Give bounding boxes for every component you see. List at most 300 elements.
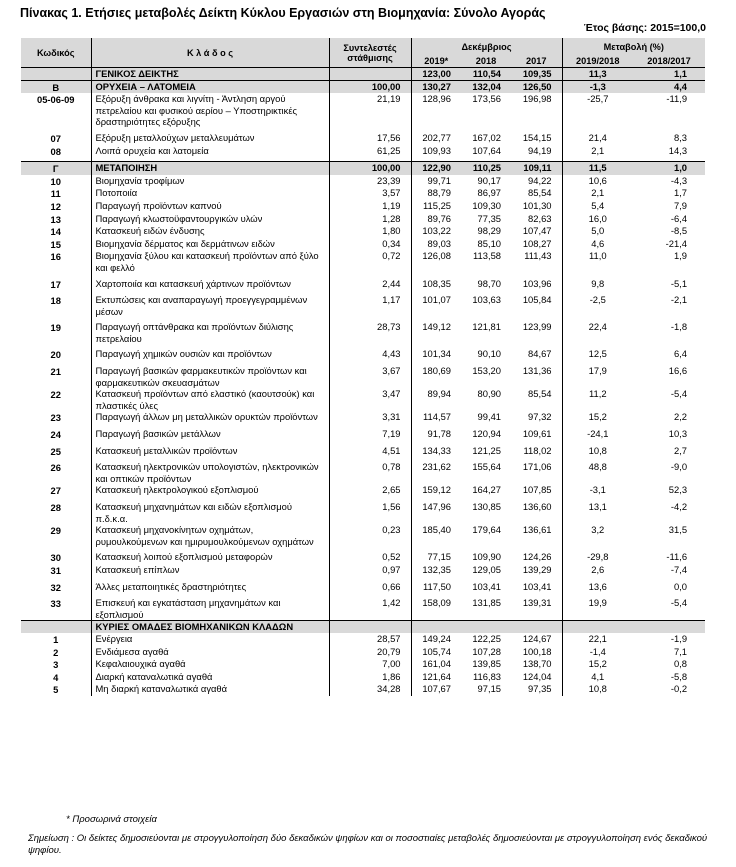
table-row [21,461,705,484]
row-value-2019: 89,76 [411,213,461,226]
row-value-2019: 89,03 [411,238,461,251]
row-change-2019-2018: 5,0 [562,225,633,238]
row-value-2019: 77,15 [411,551,461,564]
row-weight: 4,51 [329,445,411,458]
header-2017: 2017 [511,55,562,68]
row-sector: Διαρκή καταναλωτικά αγαθά [91,671,329,684]
row-change-2019-2018: 11,2 [562,388,633,411]
row-value-2017: 171,06 [522,461,552,473]
row-change-2019-2018: 5,4 [562,200,633,213]
row-sector: Κατασκευή ειδών ένδυσης [91,225,329,238]
row-value-2019: 185,40 [411,524,461,547]
row-code: 31 [50,564,61,576]
row-value-2017: 108,27 [522,237,552,249]
row-weight: 17,56 [329,132,411,145]
row-code: 10 [50,175,61,187]
row-weight: 3,31 [329,411,411,424]
row-value-2018: 113,58 [473,250,501,262]
row-sector: Κατασκευή προϊόντων από ελαστικό (καουτσούκ) και πλαστικές ύλες [91,388,329,411]
row-weight: 3,47 [329,388,411,411]
row-code: 08 [50,145,61,157]
row-change-2019-2018: 19,9 [562,597,633,621]
row-code: 19 [50,322,61,334]
row-weight: 0,72 [329,250,411,273]
row-value-2018: 116,83 [473,670,501,682]
table-row [21,597,705,621]
row-sector: Βιομηχανία τροφίμων [91,175,329,188]
table-row [21,411,705,424]
row-code: 2 [53,646,59,658]
row-code: 25 [50,445,61,457]
row-value-2017: 109,11 [511,162,562,175]
row-sector: Κατασκευή ηλεκτρολογικού εξοπλισμού [91,484,329,497]
table-row [21,658,705,671]
header-2018: 2018 [461,55,511,68]
row-code: 27 [50,485,61,497]
row-value-2019: 101,07 [411,294,461,317]
row-weight: 0,34 [329,238,411,251]
row-change-2019-2018: 4,6 [562,238,633,251]
row-sector: Εξόρυξη μεταλλούχων μεταλλευμάτων [91,132,329,145]
row-value-2017: 100,18 [522,645,552,657]
header-change-2018-2017: 2018/2017 [633,55,705,68]
row-value-2017: 107,47 [522,225,552,237]
header-code: Κωδικός [21,38,91,68]
row-change-2019-2018: 13,1 [562,501,633,524]
table-row [21,321,705,344]
row-value-2017: 111,43 [524,250,552,262]
row-value-2019: 159,12 [411,484,461,497]
row-change-2018-2017: 1,7 [673,187,688,199]
row-value-2017: 154,15 [522,131,552,143]
row-code: 24 [50,429,61,441]
row-sector: Παραγωγή βασικών μετάλλων [91,428,329,441]
row-value-2018: 80,90 [477,388,501,400]
row-weight: 20,79 [329,646,411,659]
row-change-2019-2018: -1,3 [562,80,633,93]
row-change-2018-2017: 0,0 [673,580,688,592]
row-value-2018: 131,85 [472,597,501,609]
table-row [21,93,705,128]
row-sector: Κεφαλαιουχικά αγαθά [91,658,329,671]
row-value-2017: 136,60 [522,501,552,512]
row-value-2017: 103,96 [522,277,552,289]
row-sector: ΟΡΥΧΕΙΑ – ΛΑΤΟΜΕΙΑ [91,80,329,93]
row-value-2019: 108,35 [411,278,461,291]
row-weight: 0,97 [329,564,411,577]
row-code: 15 [50,238,61,250]
row-sector: Ενέργεια [91,633,329,646]
row-sector: Εκτυπώσεις και αναπαραγωγή προεγγεγραμμένων μέσων [91,294,329,317]
table-row [21,348,705,361]
row-sector: Ποτοποιία [91,187,329,200]
table-row [21,238,705,251]
row-value-2019: 103,22 [411,225,461,238]
row-value-2017: 126,50 [511,80,562,93]
row-value-2018: 129,05 [472,563,501,575]
row-change-2018-2017: -1,9 [670,632,688,644]
row-value-2017: 97,35 [528,683,552,695]
row-sector: Παραγωγή βασικών φαρμακευτικών προϊόντων και φαρμακευτικών σκευασμάτων [91,365,329,388]
row-value-2019: 231,62 [411,461,461,484]
row-change-2018-2017: 14,3 [668,144,688,156]
row-change-2018-2017: 52,3 [668,484,688,496]
row-value-2017: 94,22 [528,174,552,186]
row-change-2018-2017: 8,3 [673,131,688,143]
row-weight: 100,00 [329,162,411,175]
row-change-2019-2018: 11,0 [562,250,633,273]
row-change-2018-2017: 7,1 [673,645,688,657]
row-value-2019: 99,71 [411,175,461,188]
row-change-2019-2018: 2,1 [562,145,633,158]
table-row [21,501,705,524]
table-row [21,225,705,238]
row-value-2017: 124,26 [522,551,552,563]
row-value-2019: 180,69 [411,365,461,388]
row-change-2018-2017: 0,8 [673,658,688,670]
row-change-2019-2018: -3,1 [562,484,633,497]
row-change-2019-2018: 13,6 [562,581,633,594]
row-sector: Βιομηχανία δέρματος και δερμάτινων ειδών [91,238,329,251]
row-change-2018-2017: -11,6 [666,551,688,563]
row-code: 33 [50,598,61,610]
table-row [21,633,705,646]
row-weight: 7,19 [329,428,411,441]
row-value-2017: 136,61 [522,524,552,536]
row-value-2019: 149,24 [411,633,461,646]
row-value-2019: 115,25 [411,200,461,213]
header-weight: Συντελεστές στάθμισης [329,38,411,68]
table-row [21,484,705,497]
row-value-2018: 103,63 [472,294,501,306]
row-weight: 100,00 [329,80,411,93]
row-code: 22 [50,389,61,401]
row-code: 5 [53,684,59,696]
row-value-2017: 101,30 [522,199,552,211]
row-value-2019: 91,78 [411,428,461,441]
row-code: 20 [50,349,61,361]
table-title: Πίνακας 1. Ετήσιες μεταβολές Δείκτη Κύκλου Εργασιών στη Βιομηχανία: Σύνολο Αγοράς [20,6,546,20]
row-code: 23 [50,412,61,424]
row-code: 12 [50,200,61,212]
row-value-2019: 88,79 [411,187,461,200]
table-row [21,278,705,291]
row-value-2018: 77,35 [477,212,501,224]
row-value-2018: 98,70 [477,277,501,289]
row-sector: Παραγωγή κλωστοϋφαντουργικών υλών [91,213,329,226]
row-value-2017: 85,54 [528,388,552,400]
row-value-2018: 98,29 [477,225,501,237]
row-sector: Κατασκευή επίπλων [91,564,329,577]
row-change-2018-2017: -8,5 [670,225,688,237]
row-change-2019-2018: 4,1 [562,671,633,684]
row-change-2019-2018: 10,8 [562,683,633,696]
row-value-2017: 118,02 [523,444,552,456]
row-change-2019-2018: -24,1 [562,428,633,441]
row-sector: Λοιπά ορυχεία και λατομεία [91,145,329,158]
row-weight: 1,86 [329,671,411,684]
row-code: 14 [50,226,61,238]
table-row [21,162,705,175]
row-value-2019: 134,33 [411,445,461,458]
row-sector: Κατασκευή μεταλλικών προϊόντων [91,445,329,458]
table-row [21,213,705,226]
row-weight: 1,42 [329,597,411,621]
row-value-2017: 105,84 [522,294,552,306]
row-change-2019-2018: 12,5 [562,348,633,361]
general-index-2017: 109,35 [511,68,562,81]
row-sector: Παραγωγή προϊόντων καπνού [91,200,329,213]
row-change-2018-2017: -4,3 [670,174,688,186]
row-value-2018: 121,25 [472,444,501,456]
row-value-2019: 114,57 [411,411,461,424]
base-year: Έτος βάσης: 2015=100,0 [583,22,706,34]
row-value-2017: 84,67 [528,348,552,360]
row-change-2019-2018: -1,4 [562,646,633,659]
row-value-2018: 99,41 [477,411,501,423]
row-value-2019: 121,64 [411,671,461,684]
table-row [21,646,705,659]
table-row [21,671,705,684]
row-value-2017: 139,29 [522,563,552,575]
row-change-2019-2018: 15,2 [562,411,633,424]
row-change-2019-2018: 9,8 [562,278,633,291]
row-value-2017: 131,36 [522,365,552,377]
row-weight: 61,25 [329,145,411,158]
row-value-2019: 117,50 [411,581,461,594]
row-code: 3 [53,659,59,671]
provisional-footnote: * Προσωρινά στοιχεία [66,814,157,825]
row-value-2018: 103,41 [472,580,501,592]
row-sector: Άλλες μεταποιητικές δραστηριότητες [91,581,329,594]
row-weight: 2,65 [329,484,411,497]
row-value-2018: 109,90 [472,551,501,563]
row-change-2019-2018: 10,8 [562,445,633,458]
row-sector: Κατασκευή ηλεκτρονικών υπολογιστών, ηλεκτρονικών και οπτικών προϊόντων [91,461,329,484]
groups-header-label: ΚΥΡΙΕΣ ΟΜΑΔΕΣ ΒΙΟΜΗΧΑΝΙΚΩΝ ΚΛΑΔΩΝ [91,621,329,633]
row-value-2019: 128,96 [411,93,461,128]
row-change-2019-2018: 16,0 [562,213,633,226]
row-weight: 1,56 [329,501,411,524]
row-change-2018-2017: 2,2 [673,411,688,423]
row-value-2017: 85,54 [528,187,552,199]
table-row [21,564,705,577]
row-change-2019-2018: 22,1 [562,633,633,646]
table-row [21,388,705,411]
row-value-2019: 122,90 [411,162,461,175]
general-index-label: ΓΕΝΙΚΟΣ ΔΕΙΚΤΗΣ [91,68,329,81]
row-change-2018-2017: -1,8 [670,321,688,333]
row-value-2019: 126,08 [411,250,461,273]
table-row [21,132,705,145]
row-change-2018-2017: -5,4 [670,597,688,609]
row-value-2018: 107,64 [472,144,501,156]
row-value-2019: 132,35 [411,564,461,577]
row-value-2018: 139,85 [472,658,501,670]
table-row [21,145,705,158]
row-weight: 1,28 [329,213,411,226]
row-change-2018-2017: -9,0 [670,461,688,473]
table-row [21,581,705,594]
row-code: 30 [50,552,61,564]
table-row [21,200,705,213]
row-weight: 34,28 [329,683,411,696]
row-weight: 7,00 [329,658,411,671]
row-value-2018: 167,02 [472,131,501,143]
row-change-2018-2017: -4,2 [670,501,688,512]
row-value-2018: 86,97 [477,187,501,199]
row-code: 21 [50,366,61,378]
row-weight: 21,19 [329,93,411,128]
row-sector: Κατασκευή μηχανημάτων και ειδών εξοπλισμού π.δ.κ.α. [91,501,329,524]
row-value-2018: 110,25 [461,162,511,175]
row-change-2019-2018: 17,9 [562,365,633,388]
row-weight: 1,19 [329,200,411,213]
row-sector: Βιομηχανία ξύλου και κατασκευή προϊόντων από ξύλο και φελλό [91,250,329,273]
row-weight: 2,44 [329,278,411,291]
row-value-2019: 149,12 [411,321,461,344]
row-code: 29 [50,525,61,537]
row-value-2017: 109,61 [522,428,552,440]
table-row [21,524,705,547]
row-weight: 3,67 [329,365,411,388]
row-code: 11 [50,188,61,200]
row-value-2019: 158,09 [411,597,461,621]
row-code: Β [21,80,91,93]
row-weight: 0,52 [329,551,411,564]
table-row [21,683,705,696]
row-sector: Εξόρυξη άνθρακα και λιγνίτη - Άντληση αργού πετρελαίου και φυσικού αερίου – Υποστηρικτικές δραστηριότητες εξόρυξης [91,93,329,128]
row-change-2018-2017: 4,4 [633,80,705,93]
row-change-2018-2017: -0,2 [670,683,688,695]
row-change-2018-2017: 16,6 [668,365,688,377]
row-value-2018: 155,64 [472,461,501,473]
row-code: 05-06-09 [36,94,75,106]
row-value-2017: 123,99 [522,321,552,333]
row-change-2018-2017: -7,4 [670,563,688,575]
row-code: 16 [50,251,61,263]
table-row [21,187,705,200]
rounding-note: Σημείωση : Οι δείκτες δημοσιεύονται με στρογγυλοποίηση δύο δεκαδικών ψηφίων και οι ποσοστιαίες μεταβολές δημοσιεύονται με στρογγυλοποίηση ενός δεκαδικού ψηφίου. [28,833,708,856]
row-value-2018: 109,30 [472,199,501,211]
row-value-2018: 90,10 [477,348,501,360]
row-change-2019-2018: 21,4 [562,132,633,145]
row-value-2017: 124,67 [522,632,552,644]
row-value-2018: 173,56 [472,93,501,105]
row-value-2018: 85,10 [477,237,501,249]
row-code: 1 [53,633,59,645]
turnover-index-table [21,38,705,696]
row-value-2019: 202,77 [411,132,461,145]
row-value-2019: 161,04 [411,658,461,671]
row-value-2018: 164,27 [472,484,501,496]
row-weight: 1,17 [329,294,411,317]
general-index-change-1: 11,3 [562,68,633,81]
row-change-2018-2017: -21,4 [665,237,688,249]
row-value-2017: 139,31 [522,597,552,609]
row-weight: 0,66 [329,581,411,594]
row-change-2018-2017: 10,3 [668,428,688,440]
row-value-2017: 94,19 [528,144,552,156]
row-value-2019: 130,27 [411,80,461,93]
row-value-2019: 105,74 [411,646,461,659]
row-sector: Ενδιάμεσα αγαθά [91,646,329,659]
row-change-2019-2018: 22,4 [562,321,633,344]
table-row [21,445,705,458]
row-change-2018-2017: 31,5 [668,524,688,536]
row-code: 32 [50,581,61,593]
row-change-2018-2017: 2,7 [673,444,688,456]
row-change-2019-2018: -25,7 [562,93,633,128]
row-weight: 0,78 [329,461,411,484]
row-value-2017: 107,85 [522,484,552,496]
row-value-2017: 82,63 [528,212,552,224]
row-change-2019-2018: -2,5 [562,294,633,317]
row-weight: 0,23 [329,524,411,547]
row-code: 26 [50,462,61,474]
row-change-2019-2018: 2,1 [562,187,633,200]
row-sector: Επισκευή και εγκατάσταση μηχανημάτων και εξοπλισμού [91,597,329,621]
row-change-2018-2017: 1,0 [633,162,705,175]
row-value-2018: 153,20 [472,365,501,377]
row-value-2018: 97,15 [477,683,501,695]
row-change-2018-2017: -2,1 [670,294,688,306]
row-change-2019-2018: 3,2 [562,524,633,547]
row-code: 18 [50,295,61,307]
row-value-2018: 179,64 [472,524,501,536]
row-change-2018-2017: -5,8 [670,670,688,682]
row-value-2018: 120,94 [472,428,501,440]
row-change-2019-2018: 48,8 [562,461,633,484]
table-row [21,294,705,317]
row-sector: Κατασκευή μηχανοκίνητων οχημάτων, ρυμουλκούμενων και ημιρυμουλκούμενων οχημάτων [91,524,329,547]
header-change-2019-2018: 2019/2018 [562,55,633,68]
row-value-2019: 89,94 [411,388,461,411]
row-code: 4 [53,671,59,683]
row-value-2018: 107,28 [472,645,501,657]
row-code: Γ [21,162,91,175]
table-row [21,428,705,441]
row-sector: Μη διαρκή καταναλωτικά αγαθά [91,683,329,696]
general-index-2019: 123,00 [411,68,461,81]
table-row [21,551,705,564]
row-value-2017: 103,41 [522,580,552,592]
general-index-change-2: 1,1 [633,68,705,81]
row-value-2017: 124,04 [522,670,552,682]
row-change-2018-2017: -5,1 [670,277,688,289]
row-change-2019-2018: 15,2 [562,658,633,671]
table-row [21,365,705,388]
table-row [21,250,705,273]
row-weight: 23,39 [329,175,411,188]
row-value-2018: 122,25 [472,632,501,644]
row-change-2019-2018: 2,6 [562,564,633,577]
general-index-2018: 110,54 [461,68,511,81]
row-code: 13 [50,213,61,225]
row-sector: Κατασκευή λοιπού εξοπλισμού μεταφορών [91,551,329,564]
row-weight: 4,43 [329,348,411,361]
row-sector: ΜΕΤΑΠΟΙΗΣΗ [91,162,329,175]
table-row [21,80,705,93]
row-value-2019: 147,96 [411,501,461,524]
row-sector: Παραγωγή οπτάνθρακα και προϊόντων διύλισης πετρελαίου [91,321,329,344]
header-2019: 2019* [411,55,461,68]
row-change-2019-2018: 11,5 [562,162,633,175]
row-weight: 28,57 [329,633,411,646]
row-weight: 1,80 [329,225,411,238]
row-value-2019: 109,93 [411,145,461,158]
row-code: 17 [50,278,61,290]
